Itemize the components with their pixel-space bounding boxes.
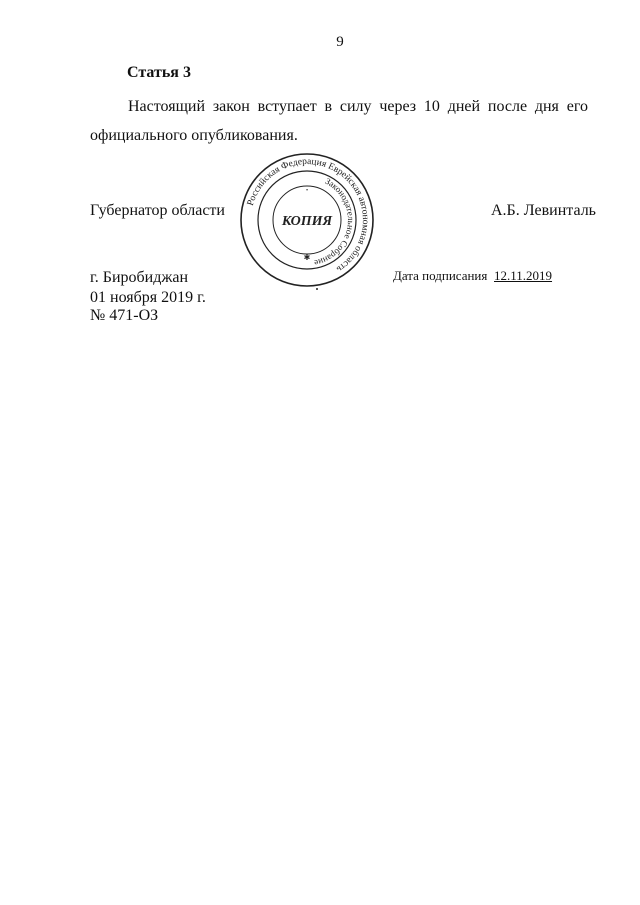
seal-star-icon-top: • — [305, 188, 309, 194]
document-date: 01 ноября 2019 г. — [90, 289, 206, 306]
article-title: Статья 3 — [127, 64, 191, 81]
article-text-line-1: Настоящий закон вступает в силу через 10 дней после дня его — [128, 98, 588, 115]
seal-center-text: КОПИЯ — [281, 214, 333, 229]
article-text-line-2: официального опубликования. — [90, 127, 298, 144]
document-place: г. Биробиджан — [90, 269, 189, 286]
seal-star-icon: ✱ — [303, 253, 311, 262]
document-number: № 471-ОЗ — [90, 307, 159, 324]
signing-date-label: Дата подписания — [393, 268, 488, 283]
official-seal-stamp — [239, 152, 375, 288]
signer-name: А.Б. Левинталь — [491, 202, 596, 219]
seal-inner-text: Законодательное Собрание — [313, 175, 357, 269]
page-number: 9 — [336, 34, 344, 50]
signing-date-value: 12.11.2019 — [494, 268, 553, 283]
stray-mark — [316, 288, 318, 290]
signer-position: Губернатор области — [90, 202, 225, 219]
seal-outer-text: Российская Федерация Еврейская автономная область — [245, 156, 371, 274]
